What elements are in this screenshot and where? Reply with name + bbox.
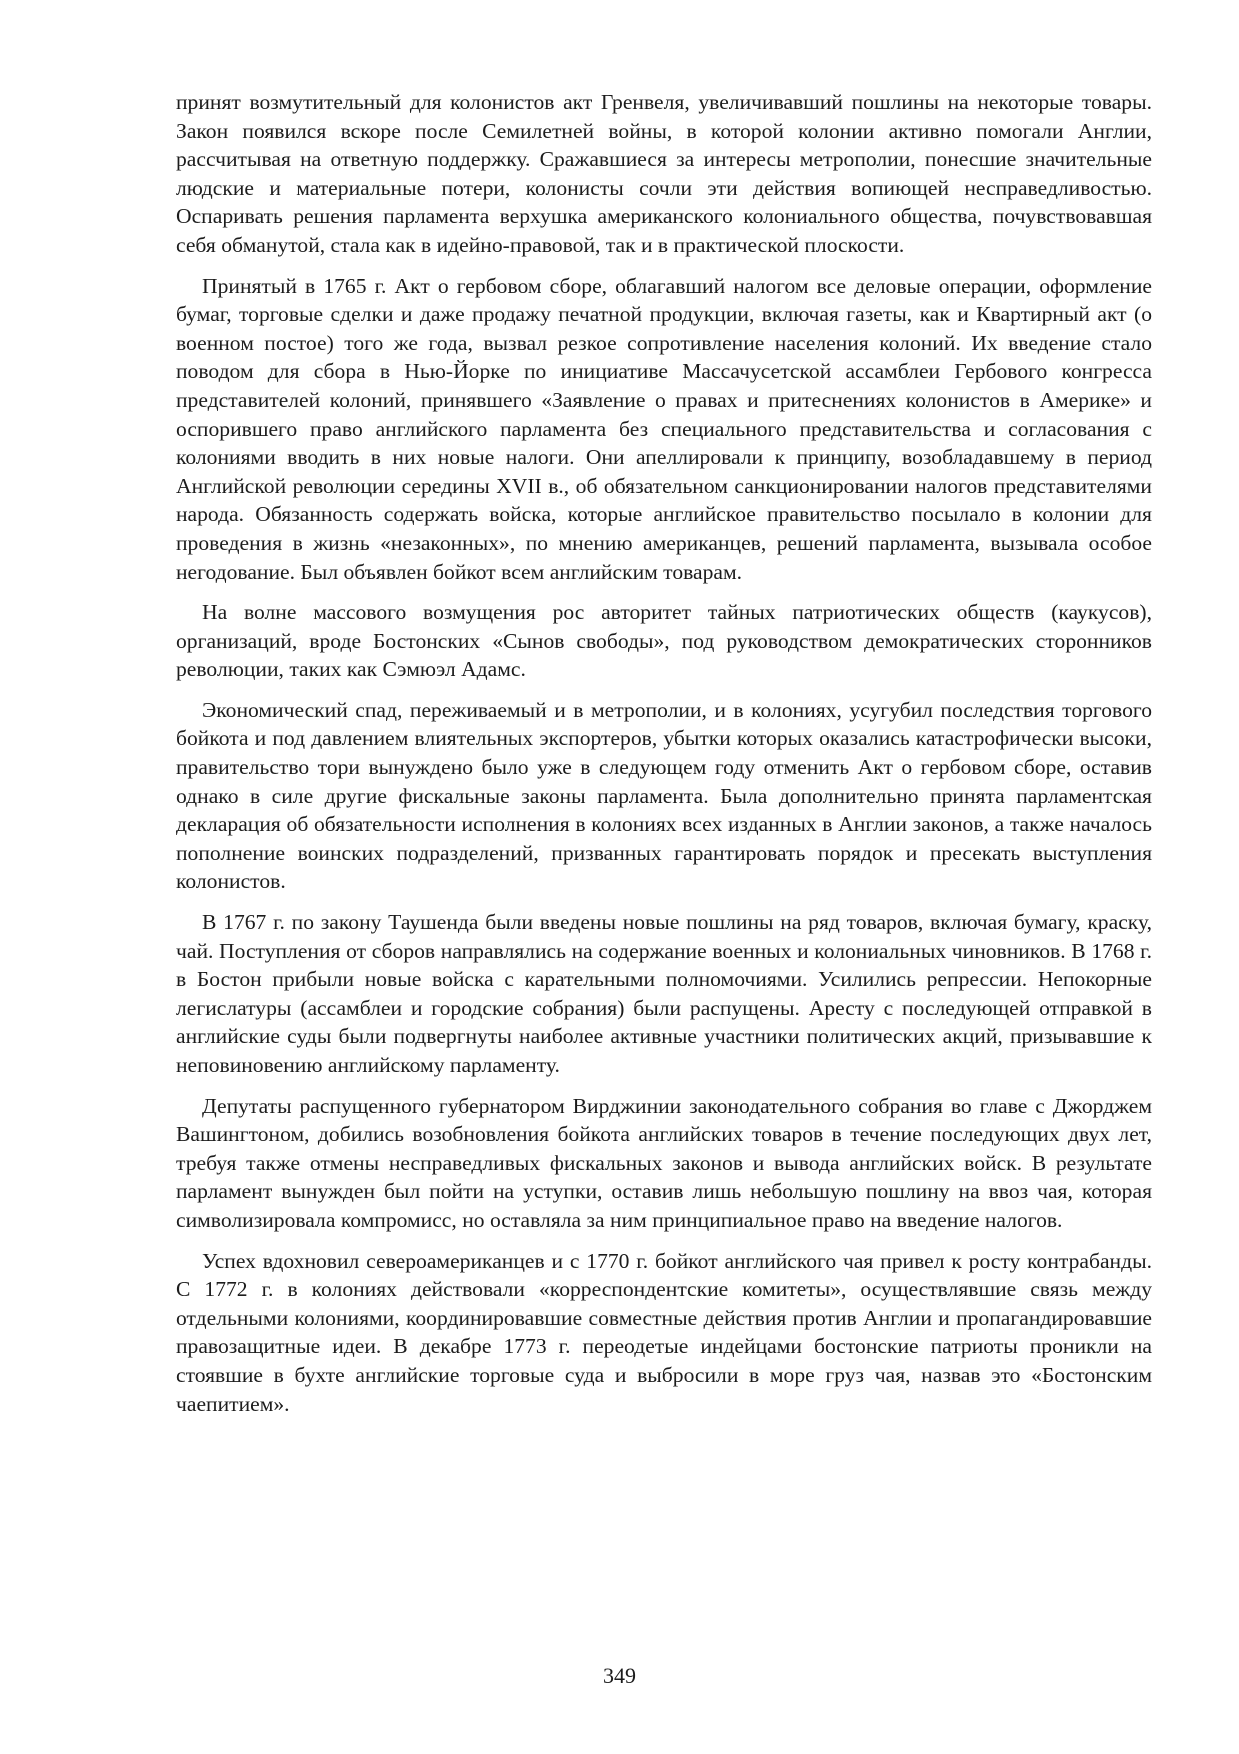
paragraph-1: принят возмутительный для колонистов акт Гренвеля, увеличивавший пошлины на некоторые товары. Закон появился вскоре после Семилетней войны, в которой колонии активно помогали Англии, рассчитывая на ответную поддержку. Сражавшиеся за интересы метрополии, понесшие значительные людские и материальные потери, колонисты сочли эти действия вопиющей несправедливостью. Оспаривать решения парламента верхушка американского колониального общества, почувствовавшая себя обманутой, стала как в идейно-правовой, так и в практической плоскости. [176, 90, 1152, 257]
page-number: 349 [603, 1663, 636, 1688]
paragraph-2: Принятый в 1765 г. Акт о гербовом сборе, облагавший налогом все деловые операции, оформление бумаг, торговые сделки и даже продажу печатной продукции, включая газеты, как и Квартирный акт (о военном постое) того же года, вызвал резкое сопротивление населения колоний. Их введение стало поводом для сбора в Нью-Йорке по инициативе Массачусетской ассамблеи Гербового конгресса представителей колоний, принявшего «Заявление о правах и притеснениях колонистов в Америке» и оспорившего право английского парламента без специального представительства и согласования с колониями вводить в них новые налоги. Они апеллировали к принципу, возобладавшему в период Английской революции середины XVII в., об обязательном санкционировании налогов представителями народа. Обязанность содержать войска, которые английское правительство посылало в колонии для проведения в жизнь «незаконных», по мнению американцев, решений парламента, вызывала особое негодование. Был объявлен бойкот всем английским товарам. [176, 273, 1152, 584]
paragraph-4: Экономический спад, переживаемый и в метрополии, и в колониях, усугубил последствия торгового бойкота и под давлением влиятельных экспортеров, убытки которых оказались катастрофически высоки, правительство тори вынуждено было уже в следующем году отменить Акт о гербовом сборе, оставив однако в силе другие фискальные законы парламента. Была дополнительно принята парламентская декларация об обязательности исполнения в колониях всех изданных в Англии законов, а также началось пополнение воинских подразделений, призванных гарантировать порядок и пресекать выступления колонистов. [176, 697, 1152, 894]
paragraph-6: Депутаты распущенного губернатором Вирджинии законодательного собрания во главе с Джорджем Вашингтоном, добились возобновления бойкота английских товаров в течение последующих двух лет, требуя также отмены несправедливых фискальных законов и вывода английских войск. В результате парламент вынужден был пойти на уступки, оставив лишь небольшую пошлину на ввоз чая, которая символизировала компромисс, но оставляла за ним принципиальное право на введение налогов. [176, 1093, 1152, 1232]
paragraph-3: На волне массового возмущения рос авторитет тайных патриотических обществ (каукусов), организаций, вроде Бостонских «Сынов свободы», под руководством демократических сторонников революции, таких как Сэмюэл Адамс. [176, 600, 1152, 682]
paragraph-5: В 1767 г. по закону Таушенда были введены новые пошлины на ряд товаров, включая бумагу, краску, чай. Поступления от сборов направлялись на содержание военных и колониальных чиновников. В 1768 г. в Бостон прибыли новые войска с карательными полномочиями. Усилились репрессии. Непокорные легислатуры (ассамблеи и городские собрания) были распущены. Аресту с последующей отправкой в английские суды были подвергнуты наиболее активные участники политических акций, призывавшие к неповиновению английскому парламенту. [176, 910, 1152, 1077]
page-body [176, 88, 1152, 1430]
paragraph-7: Успех вдохновил североамериканцев и с 1770 г. бойкот английского чая привел к росту контрабанды. С 1772 г. в колониях действовали «корреспондентские комитеты», осуществлявшие связь между отдельными колониями, координировавшие совместные действия против Англии и пропагандировавшие правозащитные идеи. В декабре 1773 г. переодетые индейцами бостонские патриоты проникли на стоявшие в бухте английские торговые суда и выбросили в море груз чая, назвав это «Бостонским чаепитием». [176, 1248, 1152, 1416]
